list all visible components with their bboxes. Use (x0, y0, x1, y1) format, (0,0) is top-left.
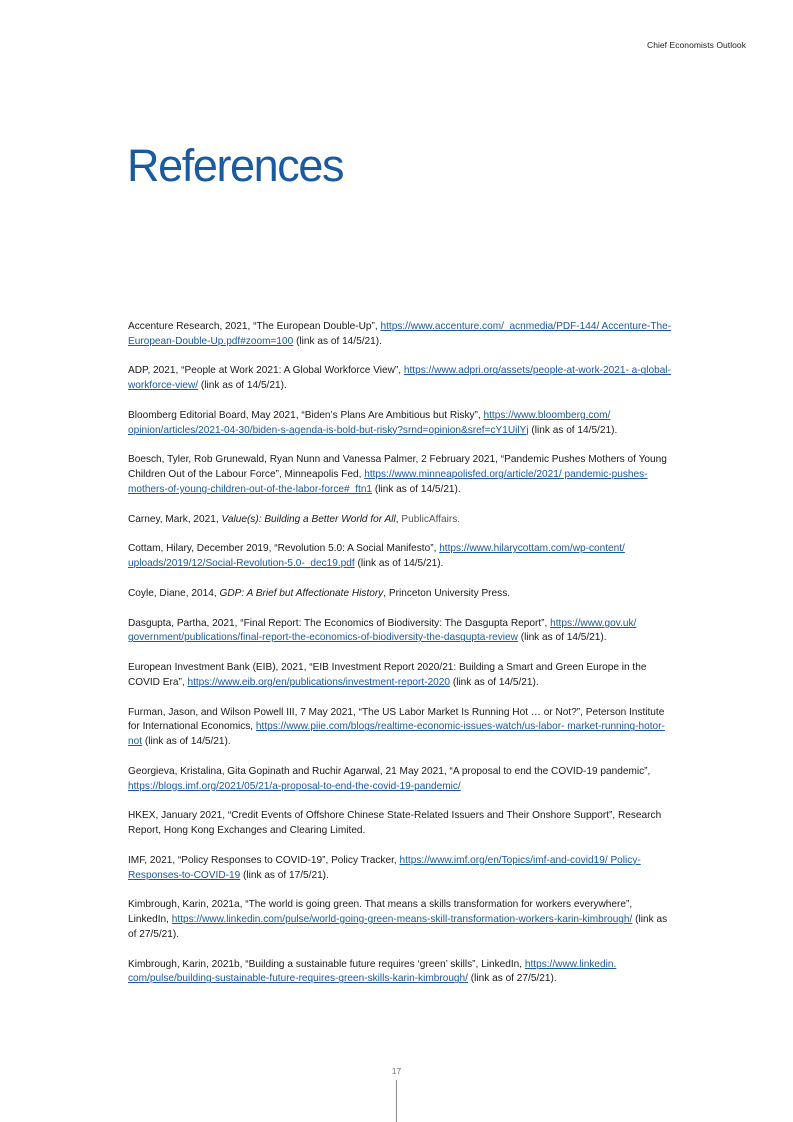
reference-link[interactable]: https://www.gov.uk/ government/publications/final-report-the-economics-of-biodiversity-the-dasgupta-review (128, 617, 637, 644)
reference-link[interactable]: https://www.piie.com/blogs/realtime-economic-issues-watch/us-labor- market-running-hotor-not (128, 721, 665, 748)
page-number: 17 (391, 1066, 402, 1076)
book-title: Value(s): Building a Better World for All (221, 513, 396, 525)
reference-item: HKEX, January 2021, “Credit Events of Offshore Chinese State-Related Issuers and Their Onshore Support”, Research Report, Hong Kong Exchanges and Clearing Limited. (128, 810, 662, 837)
reference-item: Kimbrough, Karin, 2021b, “Building a sustainable future requires ‘green’ skills”, LinkedIn, https://www.linkedin. com/pulse/building-sustainable-future-requires-green-skills-karin-kimbrough/ (link as of 27/5/21). (128, 958, 617, 985)
reference-link[interactable]: https://www.accenture.com/_acnmedia/PDF-144/ Accenture-The-European-Double-Up.pdf#zoom=100 (128, 321, 672, 347)
reference-item: European Investment Bank (EIB), 2021, “EIB Investment Report 2020/21: Building a Smart and Green Europe in the COVID Era”, https://www.eib.org/en/publications/investment-report-2020 (link as of 14/5/21). (128, 662, 647, 688)
reference-item: Carney, Mark, 2021, Value(s): Building a Better World for All, PublicAffairs. (128, 513, 461, 525)
reference-link[interactable]: https://www.hilarycottam.com/wp-content/ uploads/2019/12/Social-Revolution-5.0-_dec19.pdf (128, 543, 625, 570)
reference-item: Boesch, Tyler, Rob Grunewald, Ryan Nunn and Vanessa Palmer, 2 February 2021, “Pandemic Pushes Mothers of Young Children Out of the Labour Force”, Minneapolis Fed, https://www.minneapolisfed.org/article/2021/ pandemic-pushes-mothers-of-young-children-out-of-the-labor-force#_ftn1 (link as of 14/5/21). (128, 454, 667, 496)
reference-item: Kimbrough, Karin, 2021a, “The world is going green. That means a skills transformation for workers everywhere”, LinkedIn, https://www.linkedin.com/pulse/world-going-green-means-skill-transformation-workers-karin-kimbrough/ (link as of 27/5/21). (128, 899, 668, 940)
page-divider-line (396, 1080, 397, 1122)
reference-link[interactable]: https://www.minneapolisfed.org/article/2021/ pandemic-pushes-mothers-of-young-children-out-of-the-labor-force#_ftn1 (128, 469, 648, 496)
reference-link[interactable]: https://www.adpri.org/assets/people-at-work-2021- a-global-workforce-view/ (128, 365, 671, 392)
book-title: GDP: A Brief but Affectionate History (219, 587, 384, 599)
reference-link[interactable]: https://blogs.imf.org/2021/05/21/a-proposal-to-end-the-covid-19-pandemic/ (128, 780, 461, 792)
page-title: References (127, 140, 344, 191)
reference-item: Coyle, Diane, 2014, GDP: A Brief but Affectionate History, Princeton University Press. (128, 587, 511, 599)
reference-item: Cottam, Hilary, December 2019, “Revolution 5.0: A Social Manifesto”, https://www.hilarycottam.com/wp-content/ uploads/2019/12/Social-Revolution-5.0-_dec19.pdf (link as of 14/5/21). (128, 543, 625, 570)
publisher: PublicAffairs. (401, 513, 461, 525)
reference-list (128, 320, 673, 1002)
reference-item: IMF, 2021, “Policy Responses to COVID-19”, Policy Tracker, https://www.imf.org/en/Topics/imf-and-covid19/ Policy-Responses-to-COVID-19 (link as of 17/5/21). (128, 854, 641, 881)
reference-link[interactable]: https://www.imf.org/en/Topics/imf-and-covid19/ Policy-Responses-to-COVID-19 (128, 854, 641, 881)
reference-link[interactable]: https://www.linkedin.com/pulse/world-going-green-means-skill-transformation-workers-karin-kimbrough/ (171, 914, 633, 926)
reference-link[interactable]: https://www.eib.org/en/publications/investment-report-2020 (187, 676, 451, 688)
reference-item: Dasgupta, Partha, 2021, “Final Report: The Economics of Biodiversity: The Dasgupta Report”, https://www.gov.uk/ government/publications/final-report-the-economics-of-biodiversity-the-dasgupta-review (link as of 14/5/21). (128, 617, 637, 644)
reference-item: Georgieva, Kristalina, Gita Gopinath and Ruchir Agarwal, 21 May 2021, “A proposal to end the COVID-19 pandemic”, https://blogs.imf.org/2021/05/21/a-proposal-to-end-the-covid-19-pandemic/ (128, 765, 651, 792)
reference-link[interactable]: https://www.linkedin. com/pulse/building-sustainable-future-requires-green-skills-karin-kimbrough/ (128, 958, 617, 985)
reference-item: ADP, 2021, “People at Work 2021: A Global Workforce View”, https://www.adpri.org/assets/people-at-work-2021- a-global-workforce-view/ (link as of 14/5/21). (128, 365, 671, 392)
reference-link[interactable]: https://www.bloomberg.com/ opinion/articles/2021-04-30/biden-s-agenda-is-bold-but-risky?srnd=opinion&sref=cY1UilYj (128, 409, 611, 436)
reference-item: Bloomberg Editorial Board, May 2021, “Biden’s Plans Are Ambitious but Risky”, https://www.bloomberg.com/ opinion/articles/2021-04-30/biden-s-agenda-is-bold-but-risky?srnd=opinion&sref=cY1UilYj (link as of 14/5/21). (128, 409, 618, 436)
reference-item: Furman, Jason, and Wilson Powell III, 7 May 2021, “The US Labor Market Is Running Hot … or Not?”, Peterson Institute for International Economics, https://www.piie.com/blogs/realtime-economic-issues-watch/us-labor- market-running-hotor-not (link as of 14/5/21). (128, 706, 665, 748)
reference-item: Accenture Research, 2021, “The European Double-Up”, https://www.accenture.com/_acnmedia/PDF-144/ Accenture-The-European-Double-Up.pdf#zoom=100 (link as of 14/5/21). (128, 321, 672, 347)
running-header: Chief Economists Outlook (647, 40, 746, 50)
